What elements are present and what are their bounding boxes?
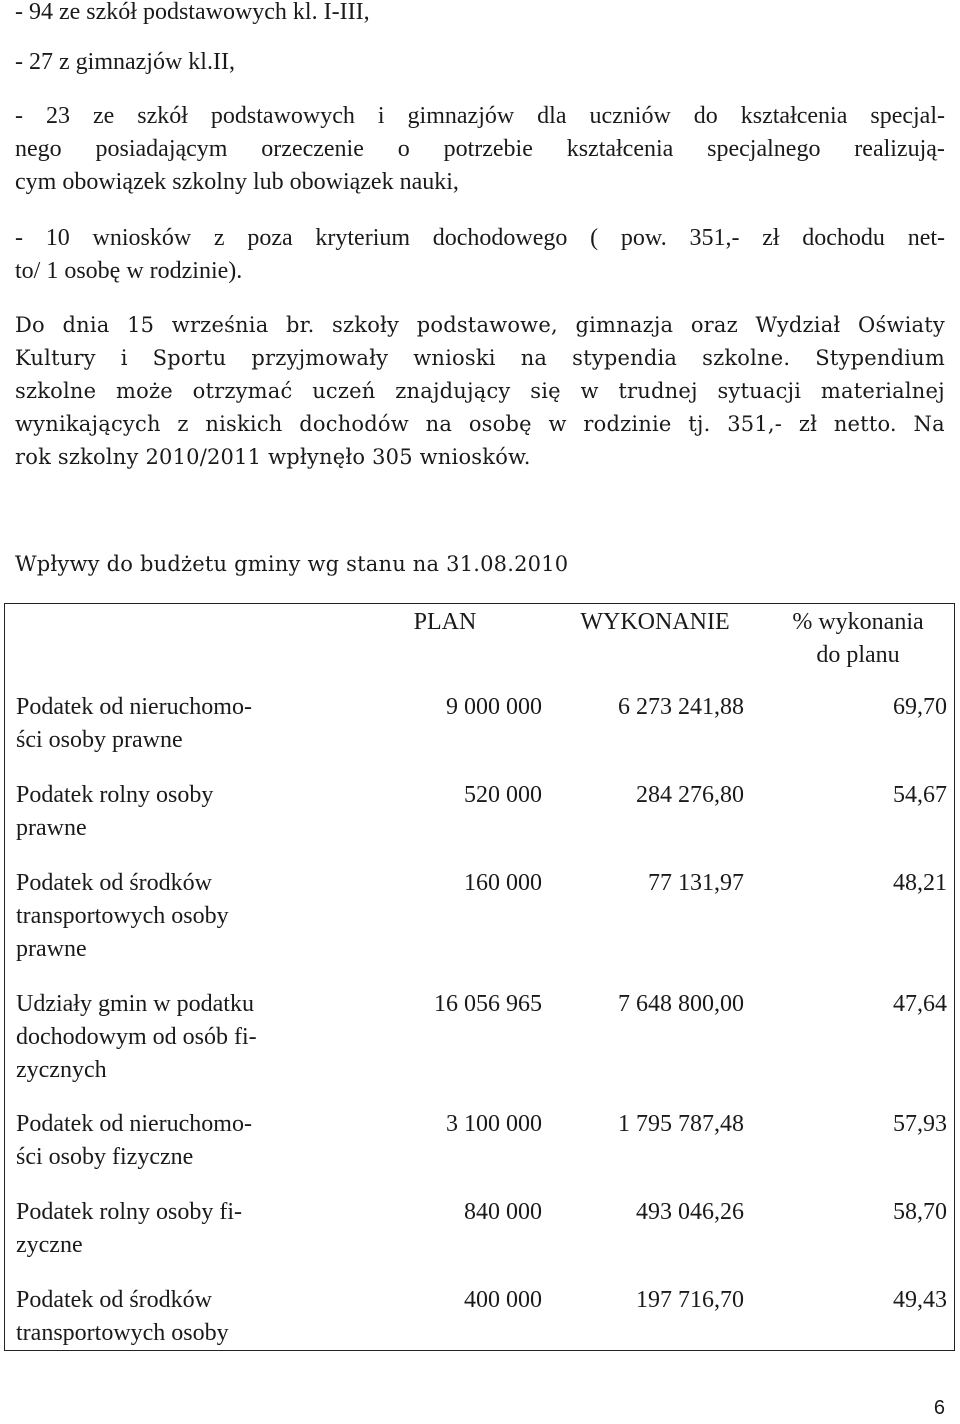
text-line	[15, 133, 945, 166]
row-tax-name-line: Udziały gmin w podatku	[16, 991, 254, 1017]
word: tj.	[688, 412, 711, 436]
word: i	[377, 103, 385, 129]
word: wynikających	[15, 412, 161, 436]
cell-plan: 400 000	[464, 1287, 542, 1313]
word: stypendia	[572, 346, 678, 370]
cell-plan: 3 100 000	[446, 1111, 542, 1137]
cell-wykonanie: 6 273 241,88	[618, 694, 744, 720]
word: (	[590, 225, 599, 251]
word: nego	[15, 136, 62, 162]
word: 15	[127, 313, 155, 337]
word: z	[213, 225, 225, 251]
row-tax-name-line: ści osoby prawne	[16, 727, 183, 753]
word: trudnej	[618, 379, 698, 403]
row-tax-name-line: Podatek od nieruchomo-	[16, 1111, 252, 1137]
cell-wykonanie: 493 046,26	[636, 1199, 744, 1225]
word: szkolne.	[702, 346, 791, 370]
word: września	[171, 313, 269, 337]
text-line	[15, 309, 945, 342]
row-tax-name-line: zycznych	[16, 1057, 107, 1083]
cell-wykonanie: 284 276,80	[636, 782, 744, 808]
word: net-	[907, 225, 945, 251]
row-tax-name-line: Podatek rolny osoby	[16, 782, 214, 808]
word: na	[520, 346, 548, 370]
row-tax-name-line: Podatek od nieruchomo-	[16, 694, 252, 720]
cell-plan: 9 000 000	[446, 694, 542, 720]
text-line: rok szkolny 2010/2011 wpłynęło 305 wniosków.	[15, 445, 531, 469]
word: osobę	[468, 412, 532, 436]
header-wykonanie: WYKONANIE	[580, 609, 730, 635]
word: 351,-	[727, 412, 783, 436]
word: znajdujący	[395, 379, 511, 403]
cell-pct: 58,70	[893, 1199, 947, 1225]
paragraph-stipend	[15, 309, 945, 474]
row-tax-name	[16, 779, 316, 845]
row-tax-name-line: zyczne	[16, 1232, 83, 1258]
cell-plan: 160 000	[464, 870, 542, 896]
revenue-table	[4, 603, 955, 1351]
word: 10	[45, 225, 70, 251]
row-tax-name	[16, 867, 316, 966]
word: 23	[45, 103, 70, 129]
word: zł	[798, 412, 818, 436]
word: wnioski	[413, 346, 496, 370]
word: dnia	[62, 313, 110, 337]
header-pct-line1: % wykonania	[792, 609, 924, 635]
word: sytuacji	[717, 379, 802, 403]
word: posiadającym	[95, 136, 228, 162]
row-tax-name-line: Podatek rolny osoby fi-	[16, 1199, 242, 1225]
word: potrzebie	[443, 136, 533, 162]
table-title: Wpływy do budżetu gminy wg stanu na 31.08.2010	[15, 552, 569, 576]
word: podstawowe,	[416, 313, 558, 337]
word: 351,-	[689, 225, 740, 251]
page-number: 6	[933, 1397, 945, 1419]
cell-pct: 69,70	[893, 694, 947, 720]
word: podstawowych	[210, 103, 355, 129]
word: uczniów	[589, 103, 671, 129]
word: z	[177, 412, 189, 436]
row-tax-name	[16, 691, 316, 757]
word: kształcenia	[740, 103, 848, 129]
word: przyjmowały	[251, 346, 389, 370]
row-tax-name-line: prawne	[16, 936, 87, 962]
word: Na	[913, 412, 945, 436]
paragraph-income-criterion	[15, 222, 945, 288]
word: do	[693, 103, 718, 129]
word: materialnej	[820, 379, 945, 403]
word: dochodowego	[432, 225, 568, 251]
row-tax-name-line: dochodowym od osób fi-	[16, 1024, 257, 1050]
word: Wydział	[755, 313, 841, 337]
text-line	[15, 222, 945, 255]
paragraph-special-needs	[15, 100, 945, 199]
list-item-primary: - 94 ze szkół podstawowych kl. I-III,	[15, 0, 370, 25]
word: o	[397, 136, 410, 162]
row-tax-name-line: Podatek od środków	[16, 870, 212, 896]
word: dla	[537, 103, 567, 129]
word: ze	[92, 103, 115, 129]
row-tax-name	[16, 988, 316, 1087]
word: kryterium	[315, 225, 411, 251]
word: kształcenia	[566, 136, 674, 162]
word: poza	[247, 225, 293, 251]
cell-plan: 520 000	[464, 782, 542, 808]
list-item-gymnasium: - 27 z gimnazjów kl.II,	[15, 49, 235, 75]
cell-pct: 54,67	[893, 782, 947, 808]
text-line	[15, 100, 945, 133]
word: szkół	[137, 103, 188, 129]
row-tax-name-line: Podatek od środków	[16, 1287, 212, 1313]
word: rodzinie	[583, 412, 672, 436]
cell-plan: 840 000	[464, 1199, 542, 1225]
cell-wykonanie: 197 716,70	[636, 1287, 744, 1313]
word: gimnazjów	[407, 103, 515, 129]
cell-pct: 47,64	[893, 991, 947, 1017]
word: otrzymać	[192, 379, 293, 403]
row-tax-name	[16, 1196, 316, 1262]
word: na	[425, 412, 453, 436]
text-line	[15, 342, 945, 375]
word: dochodu	[802, 225, 885, 251]
word: -	[15, 225, 23, 251]
word: gimnazja	[575, 313, 674, 337]
header-plan: PLAN	[413, 609, 477, 635]
row-tax-name-line: ści osoby fizyczne	[16, 1144, 194, 1170]
cell-wykonanie: 7 648 800,00	[618, 991, 744, 1017]
word: może	[116, 379, 173, 403]
word: orzeczenie	[261, 136, 364, 162]
word: specjal-	[870, 103, 945, 129]
word: i	[120, 346, 128, 370]
word: niskich	[205, 412, 283, 436]
word: wniosków	[92, 225, 192, 251]
word: Kultury	[15, 346, 96, 370]
row-tax-name	[16, 1284, 316, 1350]
header-pct-line2: do planu	[816, 642, 900, 668]
word: Do	[15, 313, 45, 337]
text-line: to/ 1 osobę w rodzinie).	[15, 258, 243, 284]
cell-plan: 16 056 965	[434, 991, 542, 1017]
word: w	[548, 412, 567, 436]
word: Sportu	[152, 346, 227, 370]
word: Oświaty	[858, 313, 945, 337]
cell-pct: 57,93	[893, 1111, 947, 1137]
word: dochodów	[299, 412, 409, 436]
word: pow.	[620, 225, 667, 251]
text-line	[15, 375, 945, 408]
word: realizują-	[854, 136, 945, 162]
text-line: cym obowiązek szkolny lub obowiązek nauki,	[15, 169, 459, 195]
cell-pct: 49,43	[893, 1287, 947, 1313]
text-line	[15, 408, 945, 441]
word: Stypendium	[815, 346, 945, 370]
word: br.	[286, 313, 315, 337]
word: netto.	[833, 412, 897, 436]
word: w	[580, 379, 599, 403]
row-tax-name-line: transportowych osoby	[16, 903, 229, 929]
row-tax-name	[16, 1108, 316, 1174]
cell-wykonanie: 77 131,97	[648, 870, 744, 896]
row-tax-name-line: transportowych osoby	[16, 1320, 229, 1346]
word: szkoły	[332, 313, 400, 337]
word: -	[15, 103, 23, 129]
row-tax-name-line: prawne	[16, 815, 87, 841]
word: oraz	[690, 313, 738, 337]
cell-pct: 48,21	[893, 870, 947, 896]
cell-wykonanie: 1 795 787,48	[618, 1111, 744, 1137]
word: zł	[762, 225, 780, 251]
word: się	[530, 379, 561, 403]
word: szkolne	[15, 379, 97, 403]
word: specjalnego	[707, 136, 821, 162]
word: uczeń	[312, 379, 376, 403]
